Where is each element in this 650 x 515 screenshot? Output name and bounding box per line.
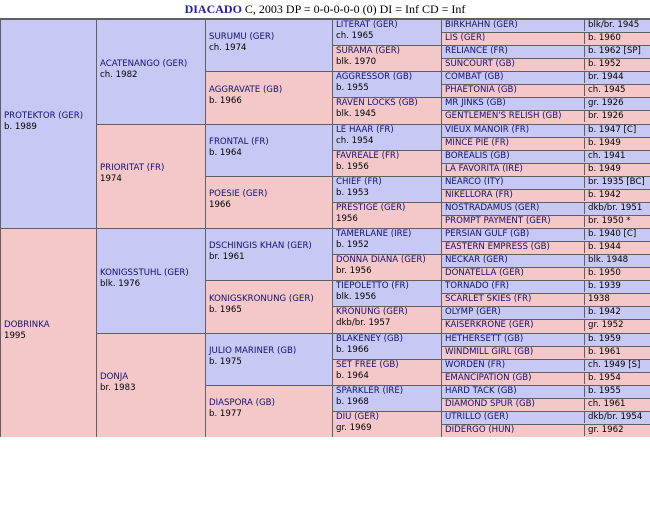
horse-info: dkb/br. 1954 — [584, 412, 648, 423]
horse-name-link[interactable]: DONJA — [100, 372, 129, 382]
horse-name-link[interactable]: BOREALIS (GB) — [445, 151, 510, 161]
horse-name-link[interactable]: LITERAT (GER) — [336, 20, 398, 30]
ancestor-row — [445, 281, 648, 292]
horse-info: ch. 1941 — [584, 151, 648, 162]
horse-name-link[interactable]: MINCE PIE (FR) — [445, 138, 510, 148]
ancestor-row — [445, 216, 648, 227]
gen5-horse-cell — [441, 385, 650, 398]
horse-info: blk. 1970 — [336, 57, 377, 67]
ancestor-row — [445, 138, 648, 149]
ancestor-row — [445, 360, 648, 371]
horse-name-link[interactable]: LA FAVORITA (IRE) — [445, 164, 523, 174]
horse-info: gr. 1926 — [584, 98, 648, 109]
ancestor-row — [445, 125, 648, 136]
horse-info: b. 1968 — [336, 397, 369, 407]
gen5-horse-cell — [441, 58, 650, 71]
gen5-horse-cell — [441, 176, 650, 189]
gen5-horse-cell — [441, 372, 650, 385]
horse-info: b. 1949 — [584, 138, 648, 149]
gen5-horse-cell — [441, 280, 650, 293]
ancestor-row — [445, 399, 648, 410]
horse-name[interactable]: DIACADO — [184, 2, 242, 16]
gen5-horse-cell — [441, 424, 650, 437]
gen5-horse-cell — [441, 319, 650, 333]
horse-info: b. 1939 — [584, 281, 648, 292]
gen3-horse-cell — [205, 124, 332, 176]
gen3-horse-cell — [205, 19, 332, 71]
ancestor-row — [445, 307, 648, 318]
horse-name-link[interactable]: HETHERSETT (GB) — [445, 334, 524, 344]
horse-name-link[interactable]: JULIO MARINER (GB) — [209, 346, 297, 356]
horse-info: blk. 1948 — [584, 255, 648, 266]
gen5-horse-cell — [441, 97, 650, 110]
horse-info: b. 1965 — [209, 305, 242, 315]
ancestor-row — [445, 373, 648, 384]
ancestor-row — [445, 242, 648, 253]
gen3-horse-cell — [205, 176, 332, 228]
ancestor-row — [445, 268, 648, 279]
ancestor-row — [445, 111, 648, 122]
gen2-horse-cell — [96, 124, 205, 228]
horse-name-link[interactable]: RELIANCE (FR) — [445, 46, 508, 56]
horse-name-link[interactable]: SURAMA (GER) — [336, 46, 401, 56]
horse-name-link[interactable]: LIS (GER) — [445, 33, 486, 43]
ancestor-row — [445, 412, 648, 423]
gen5-horse-cell — [441, 32, 650, 45]
horse-name-link[interactable]: PHAETONIA (GB) — [445, 85, 517, 95]
gen5-horse-cell — [441, 124, 650, 137]
horse-name-link[interactable]: NOSTRADAMUS (GER) — [445, 203, 540, 213]
horse-info: b. 1960 — [584, 33, 648, 44]
gen3-horse-cell — [205, 71, 332, 124]
ancestor-row — [445, 255, 648, 266]
ancestor-row — [445, 294, 648, 305]
horse-info: ch. 1949 [S] — [584, 360, 648, 371]
gen5-horse-cell — [441, 110, 650, 124]
gen5-horse-cell — [441, 306, 650, 319]
horse-info: blk/br. 1945 — [584, 20, 648, 31]
horse-name-link[interactable]: DONNA DIANA (GER) — [336, 255, 426, 265]
horse-info: br. 1935 [BC] — [584, 177, 648, 188]
gen5-horse-cell — [441, 84, 650, 97]
gen3-horse-cell — [205, 385, 332, 437]
horse-info: b. 1955 — [336, 83, 369, 93]
ancestor-row — [445, 20, 648, 31]
horse-name-link[interactable]: WINDMILL GIRL (GB) — [445, 347, 534, 357]
gen1-horse-cell — [0, 19, 96, 228]
gen4-horse-cell — [332, 411, 441, 437]
gen5-horse-cell — [441, 150, 650, 163]
horse-name-link[interactable]: PROMPT PAYMENT (GER) — [445, 216, 551, 226]
horse-info: b. 1952 — [336, 240, 369, 250]
horse-name-link[interactable]: DONATELLA (GER) — [445, 268, 524, 278]
horse-info: b. 1956 — [336, 162, 369, 172]
ancestor-row — [445, 347, 648, 358]
horse-name-link[interactable]: GENTLEMEN'S RELISH (GB) — [445, 111, 562, 121]
horse-name-link[interactable]: NEARCO (ITY) — [445, 177, 504, 187]
pedigree-table — [0, 18, 650, 436]
gen3-horse-cell — [205, 228, 332, 280]
gen5-horse-cell — [441, 137, 650, 150]
gen4-horse-cell — [332, 202, 441, 228]
horse-name-link[interactable]: BLAKENEY (GB) — [336, 334, 403, 344]
ancestor-row — [445, 320, 648, 331]
horse-info: br. 1944 — [584, 72, 648, 83]
horse-info: b. 1964 — [209, 148, 242, 158]
horse-info: blk. 1976 — [100, 279, 141, 289]
horse-info: ch. 1961 — [584, 399, 648, 410]
gen2-horse-cell — [96, 19, 205, 124]
gen5-horse-cell — [441, 411, 650, 424]
horse-info: b. 1940 [C] — [584, 229, 648, 240]
horse-info: b. 1950 — [584, 268, 648, 279]
horse-info: b. 1955 — [584, 386, 648, 397]
gen2-horse-cell — [96, 333, 205, 437]
horse-info: blk. 1945 — [336, 109, 377, 119]
ancestor-row — [445, 33, 648, 44]
horse-name-link[interactable]: DIDERGO (HUN) — [445, 425, 515, 435]
title-details: C, 2003 DP = 0-0-0-0-0 (0) DI = Inf CD = Inf — [241, 2, 466, 16]
horse-name-link[interactable]: PROTEKTOR (GER) — [4, 111, 84, 121]
horse-info: br. 1926 — [584, 111, 648, 122]
gen4-horse-cell — [332, 71, 441, 97]
gen5-horse-cell — [441, 398, 650, 411]
horse-name-link[interactable]: UTRILLO (GER) — [445, 412, 509, 422]
page-title — [0, 1, 650, 17]
ancestor-row — [445, 425, 648, 436]
gen5-horse-cell — [441, 293, 650, 306]
horse-info: 1995 — [4, 331, 26, 341]
horse-name-link[interactable]: OLYMP (GER) — [445, 307, 501, 317]
horse-info: br. 1956 — [336, 266, 372, 276]
horse-name-link[interactable]: SURUMU (GER) — [209, 32, 275, 42]
horse-name-link[interactable]: KAISERKRONE (GER) — [445, 320, 534, 330]
horse-name-link[interactable]: FRONTAL (FR) — [209, 137, 269, 147]
horse-name-link[interactable]: SUNCOURT (GB) — [445, 59, 515, 69]
horse-info: ch. 1982 — [100, 70, 138, 80]
gen5-horse-cell — [441, 241, 650, 254]
horse-info: blk. 1956 — [336, 292, 377, 302]
ancestor-row — [445, 190, 648, 201]
horse-name-link[interactable]: ACATENANGO (GER) — [100, 59, 188, 69]
horse-info: b. 1966 — [209, 96, 242, 106]
gen4-horse-cell — [332, 176, 441, 202]
horse-info: 1974 — [100, 174, 122, 184]
gen4-horse-cell — [332, 385, 441, 411]
ancestor-row — [445, 203, 648, 214]
horse-name-link[interactable]: FAVREALE (FR) — [336, 151, 400, 161]
horse-info: b. 1959 — [584, 334, 648, 345]
horse-info: b. 1964 — [336, 371, 369, 381]
horse-info: b. 1944 — [584, 242, 648, 253]
horse-name-link[interactable]: TORNADO (FR) — [445, 281, 510, 291]
gen4-horse-cell — [332, 19, 441, 45]
ancestor-row — [445, 46, 648, 57]
horse-name-link[interactable]: PRIORITAT (FR) — [100, 163, 165, 173]
horse-name-link[interactable]: POESIE (GER) — [209, 189, 268, 199]
gen5-horse-cell — [441, 346, 650, 359]
ancestor-row — [445, 334, 648, 345]
horse-name-link[interactable]: AGGRAVATE (GB) — [209, 85, 283, 95]
horse-info: b. 1942 — [584, 190, 648, 201]
gen5-horse-cell — [441, 333, 650, 346]
horse-name-link[interactable]: SCARLET SKIES (FR) — [445, 294, 532, 304]
horse-name-link[interactable]: DIAMOND SPUR (GB) — [445, 399, 535, 409]
horse-info: b. 1989 — [4, 122, 37, 132]
horse-name-link[interactable]: KONIGSSTUHL (GER) — [100, 268, 189, 278]
horse-info: 1956 — [336, 214, 358, 224]
horse-name-link[interactable]: EMANCIPATION (GB) — [445, 373, 532, 383]
horse-name-link[interactable]: MR JINKS (GB) — [445, 98, 506, 108]
horse-info: gr. 1962 — [584, 425, 648, 436]
horse-info: dkb/br. 1957 — [336, 318, 391, 328]
gen4-horse-cell — [332, 333, 441, 359]
gen4-horse-cell — [332, 150, 441, 176]
horse-info: b. 1966 — [336, 345, 369, 355]
horse-name-link[interactable]: NECKAR (GER) — [445, 255, 508, 265]
gen5-horse-cell — [441, 267, 650, 280]
horse-name-link[interactable]: TAMERLANE (IRE) — [336, 229, 412, 239]
gen5-horse-cell — [441, 19, 650, 32]
horse-name-link[interactable]: DSCHINGIS KHAN (GER) — [209, 241, 312, 251]
horse-name-link[interactable]: COMBAT (GB) — [445, 72, 504, 82]
horse-info: b. 1947 [C] — [584, 125, 648, 136]
gen2-horse-cell — [96, 228, 205, 333]
gen4-horse-cell — [332, 45, 441, 71]
gen5-horse-cell — [441, 189, 650, 202]
gen4-horse-cell — [332, 228, 441, 254]
horse-name-link[interactable]: DOBRINKA — [4, 320, 50, 330]
gen5-horse-cell — [441, 215, 650, 228]
ancestor-row — [445, 151, 648, 162]
horse-info: br. 1983 — [100, 383, 136, 393]
horse-info: gr. 1969 — [336, 423, 372, 433]
horse-info: b. 1942 — [584, 307, 648, 318]
horse-name-link[interactable]: NIKELLORA (FR) — [445, 190, 513, 200]
horse-info: b. 1975 — [209, 357, 242, 367]
horse-info: gr. 1952 — [584, 320, 648, 331]
horse-name-link[interactable]: SPARKLER (IRE) — [336, 386, 404, 396]
ancestor-row — [445, 229, 648, 240]
horse-info: b. 1962 [SP] — [584, 46, 648, 57]
horse-name-link[interactable]: KRONUNG (GER) — [336, 307, 408, 317]
horse-info: b. 1953 — [336, 188, 369, 198]
horse-name-link[interactable]: LE HAAR (FR) — [336, 125, 394, 135]
ancestor-row — [445, 85, 648, 96]
horse-name-link[interactable]: KONIGSKRONUNG (GER) — [209, 294, 314, 304]
horse-name-link[interactable]: EASTERN EMPRESS (GB) — [445, 242, 550, 252]
horse-info: br. 1961 — [209, 252, 245, 262]
horse-info: 1938 — [584, 294, 648, 305]
gen5-horse-cell — [441, 359, 650, 372]
horse-info: dkb/br. 1951 — [584, 203, 648, 214]
gen4-horse-cell — [332, 359, 441, 385]
horse-name-link[interactable]: WORDEN (FR) — [445, 360, 506, 370]
horse-name-link[interactable]: SET FREE (GB) — [336, 360, 399, 370]
gen5-horse-cell — [441, 202, 650, 215]
ancestor-row — [445, 72, 648, 83]
gen5-horse-cell — [441, 163, 650, 176]
horse-name-link[interactable]: TIEPOLETTO (FR) — [336, 281, 409, 291]
horse-info: br. 1950 * — [584, 216, 648, 227]
horse-name-link[interactable]: PRESTIGE (GER) — [336, 203, 406, 213]
gen5-horse-cell — [441, 71, 650, 84]
gen5-horse-cell — [441, 228, 650, 241]
gen5-horse-cell — [441, 45, 650, 58]
horse-name-link[interactable]: PERSIAN GULF (GB) — [445, 229, 530, 239]
horse-name-link[interactable]: CHIEF (FR) — [336, 177, 382, 187]
gen4-horse-cell — [332, 280, 441, 306]
horse-info: ch. 1954 — [336, 136, 374, 146]
horse-name-link[interactable]: DIASPORA (GB) — [209, 398, 275, 408]
gen3-horse-cell — [205, 333, 332, 385]
horse-name-link[interactable]: BIRKHAHN (GER) — [445, 20, 518, 30]
gen4-horse-cell — [332, 97, 441, 124]
horse-info: ch. 1974 — [209, 43, 247, 53]
horse-info: b. 1961 — [584, 347, 648, 358]
horse-name-link[interactable]: HARD TACK (GB) — [445, 386, 517, 396]
ancestor-row — [445, 386, 648, 397]
horse-info: b. 1952 — [584, 59, 648, 70]
horse-info: ch. 1945 — [584, 85, 648, 96]
horse-name-link[interactable]: RAVEN LOCKS (GB) — [336, 98, 418, 108]
horse-info: b. 1954 — [584, 373, 648, 384]
horse-info: 1966 — [209, 200, 231, 210]
gen1-horse-cell — [0, 228, 96, 437]
gen4-horse-cell — [332, 306, 441, 333]
horse-name-link[interactable]: AGGRESSOR (GB) — [336, 72, 413, 82]
horse-name-link[interactable]: DIU (GER) — [336, 412, 379, 422]
ancestor-row — [445, 59, 648, 70]
horse-info: ch. 1965 — [336, 31, 374, 41]
ancestor-row — [445, 98, 648, 109]
horse-name-link[interactable]: VIEUX MANOIR (FR) — [445, 125, 530, 135]
gen4-horse-cell — [332, 124, 441, 150]
horse-info: b. 1949 — [584, 164, 648, 175]
gen5-horse-cell — [441, 254, 650, 267]
gen3-horse-cell — [205, 280, 332, 333]
ancestor-row — [445, 164, 648, 175]
horse-info: b. 1977 — [209, 409, 242, 419]
ancestor-row — [445, 177, 648, 188]
gen4-horse-cell — [332, 254, 441, 280]
